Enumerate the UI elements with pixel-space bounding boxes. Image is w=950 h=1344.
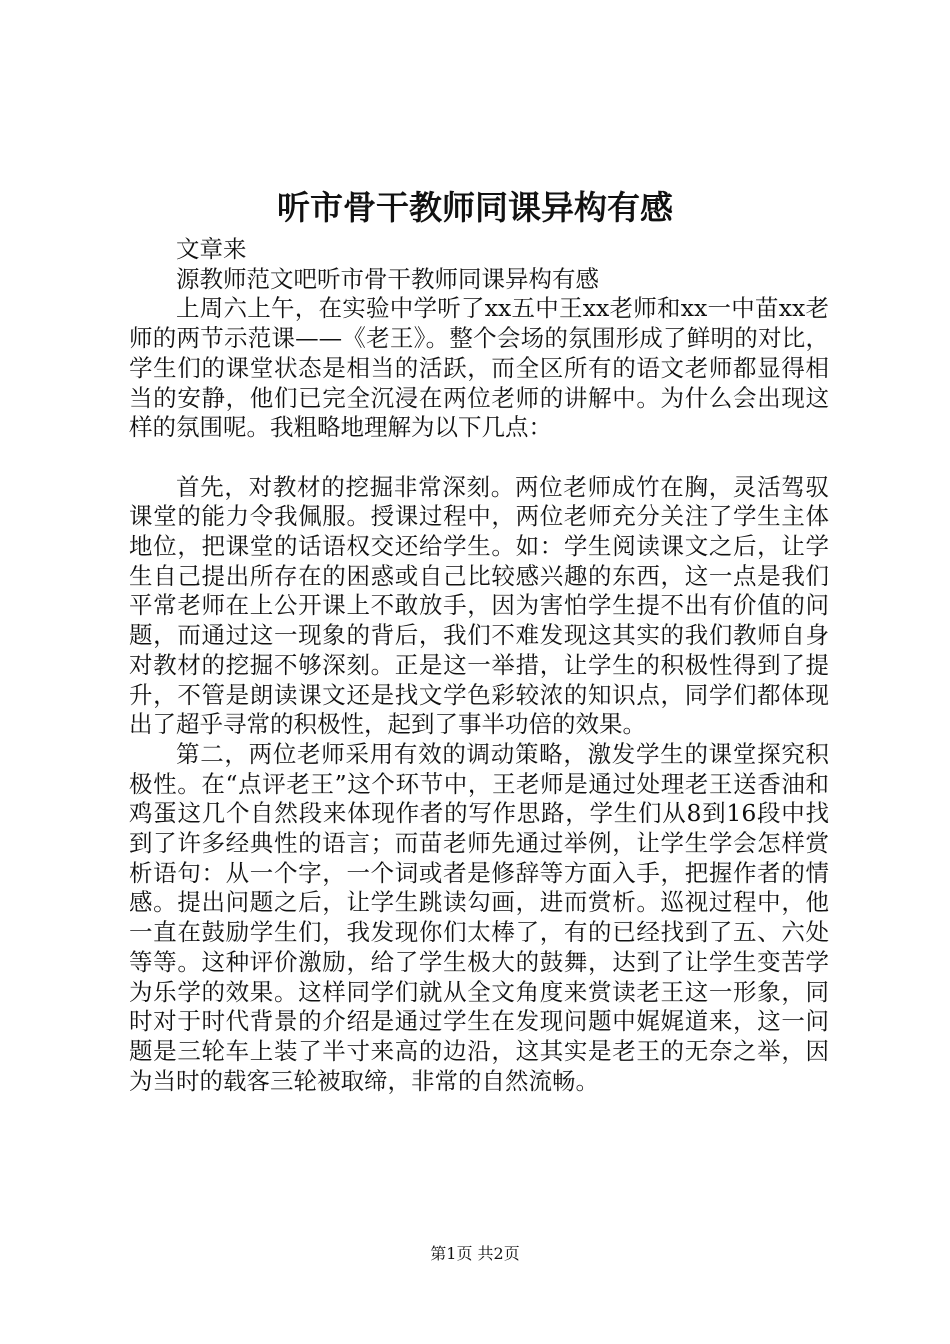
page-footer: 第1页 共2页: [430, 1244, 520, 1263]
document-title: 听市骨干教师同课异构有感: [277, 188, 673, 227]
source-line-1: 文章来: [176, 235, 247, 263]
document-body: [129, 235, 829, 1096]
paragraph-intro: 上周六上午，在实验中学听了xx五中王xx老师和xx一中苗xx老师的两节示范课——《老王》。整个会场的氛围形成了鲜明的对比，学生们的课堂状态是相当的活跃，而全区所有的语文老师都显得相当的安静，他们已完全沉浸在两位老师的讲解中。为什么会出现这样的氛围呢。我粗略地理解为以下几点：: [129, 294, 829, 442]
paragraph-first-point: 首先，对教材的挖掘非常深刻。两位老师成竹在胸，灵活驾驭课堂的能力令我佩服。授课过程中，两位老师充分关注了学生主体地位，把课堂的话语权交还给学生。如：学生阅读课文之后，让学生自己提出所存在的困惑或自己比较感兴趣的东西，这一点是我们平常老师在上公开课上不敢放手，因为害怕学生提不出有价值的问题，而通过这一现象的背后，我们不难发现这其实的我们教师自身对教材的挖掘不够深刻。正是这一举措，让学生的积极性得到了提升，不管是朗读课文还是找文学色彩较浓的知识点，同学们都体现出了超乎寻常的积极性，起到了事半功倍的效果。: [129, 472, 829, 739]
source-line-2: 源教师范文吧听市骨干教师同课异构有感: [176, 264, 599, 293]
paragraph-spacer: [129, 443, 829, 473]
paragraph-second-point: 第二，两位老师采用有效的调动策略，激发学生的课堂探究积极性。在“点评老王”这个环节中，王老师是通过处理老王送香油和鸡蛋这几个自然段来体现作者的写作思路，学生们从8到16段中找到了许多经典性的语言；而苗老师先通过举例，让学生学会怎样赏析语句：从一个字，一个词或者是修辞等方面入手，把握作者的情感。提出问题之后，让学生跳读勾画，进而赏析。巡视过程中，他一直在鼓励学生们，我发现你们太棒了，有的已经找到了五、六处等等。这种评价激励，给了学生极大的鼓舞，达到了让学生变苦学为乐学的效果。这样同学们就从全文角度来赏读老王这一形象，同时对于时代背景的介绍是通过学生在发现问题中娓娓道来，这一问题是三轮车上装了半寸来高的边沿，这其实是老王的无奈之举，因为当时的载客三轮被取缔，非常的自然流畅。: [129, 739, 829, 1095]
